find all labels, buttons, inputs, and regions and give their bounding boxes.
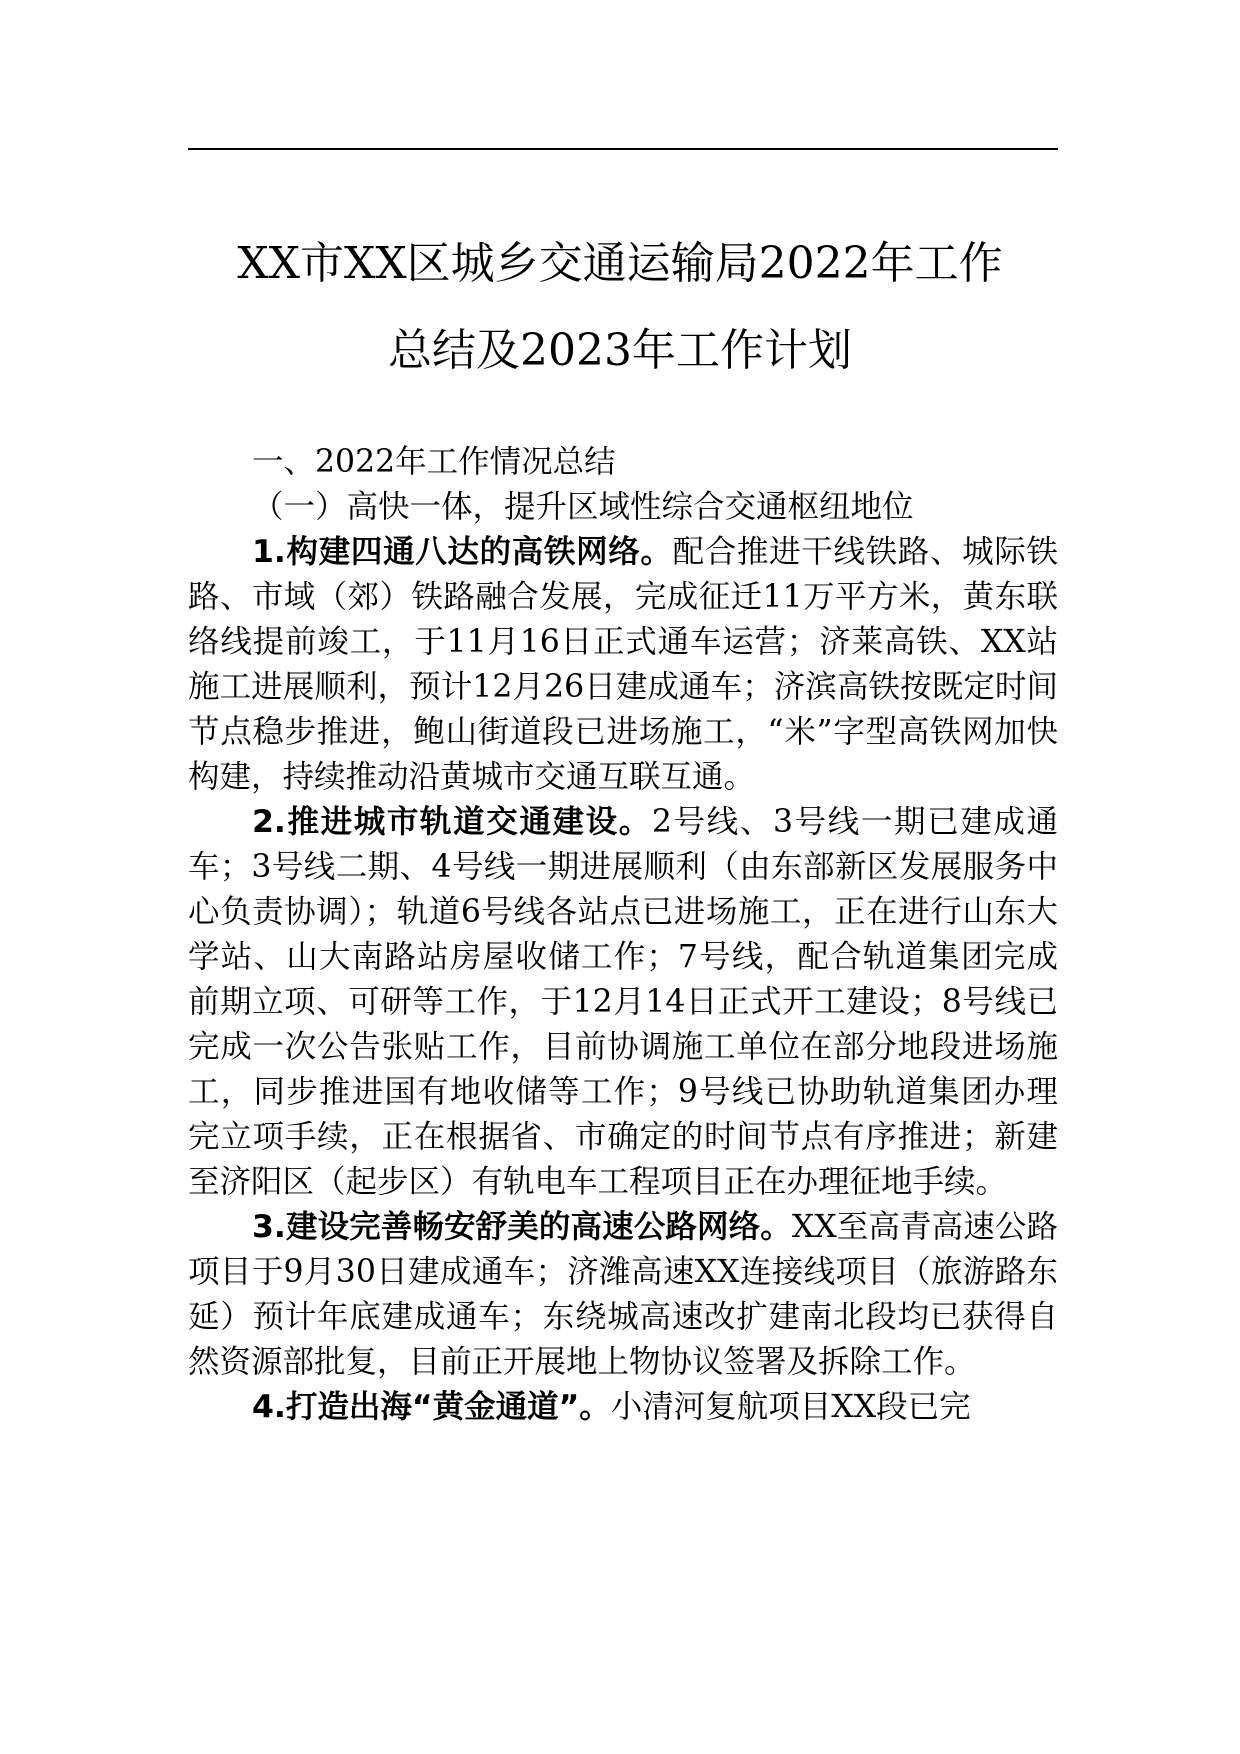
document-title-line-1: XX市XX区城乡交通运输局2022年工作 xyxy=(237,238,1003,289)
paragraph-1-body: 配合推进干线铁路、城际铁路、市域（郊）铁路融合发展，完成征迁11万平方米，黄东联络线提前竣工，于11月16日正式通车运营；济莱高铁、XX站施工进展顺利，预计12月26日建成通车；济滨高铁按既定时间节点稳步推进，鲍山街道段已进场施工，“米”字型高铁网加快构建，持续推动沿黄城市交通互联互通。 xyxy=(188,534,1058,795)
subsection-heading: （一）高快一体，提升区域性综合交通枢纽地位 xyxy=(252,489,914,525)
paragraph-1 xyxy=(188,530,1058,800)
top-rule xyxy=(188,148,1058,150)
paragraph-4-lead: 4.打造出海“黄金通道”。 xyxy=(252,1389,611,1425)
document-body xyxy=(188,440,1058,1430)
paragraph-1-lead: 1.构建四通八达的高铁网络。 xyxy=(252,534,673,570)
paragraph-3-lead: 3.建设完善畅安舒美的高速公路网络。 xyxy=(252,1209,792,1245)
paragraph-4-body: 小清河复航项目XX段已完 xyxy=(610,1389,971,1425)
paragraph-2-lead: 2.推进城市轨道交通建设。 xyxy=(252,804,652,840)
document-title-line-2: 总结及2023年工作计划 xyxy=(388,325,852,376)
paragraph-2 xyxy=(188,800,1058,1205)
paragraph-2-body: 2号线、3号线一期已建成通车；3号线二期、4号线一期进展顺利（由东部新区发展服务中心负责协调）；轨道6号线各站点已进场施工，正在进行山东大学站、山大南路站房屋收储工作；7号线，配合轨道集团完成前期立项、可研等工作，于12月14日正式开工建设；8号线已完成一次公告张贴工作，目前协调施工单位在部分地段进场施工，同步推进国有地收储等工作；9号线已协助轨道集团办理完立项手续，正在根据省、市确定的时间节点有序推进；新建至济阳区（起步区）有轨电车工程项目正在办理征地手续。 xyxy=(188,804,1058,1200)
section-heading: 一、2022年工作情况总结 xyxy=(252,444,616,480)
paragraph-3 xyxy=(188,1205,1058,1385)
paragraph-4 xyxy=(188,1385,1058,1430)
paragraph-3-body: XX至高青高速公路项目于9月30日建成通车；济潍高速XX连接线项目（旅游路东延）预计年底建成通车；东绕城高速改扩建南北段均已获得自然资源部批复，目前正开展地上物协议签署及拆除工作。 xyxy=(188,1209,1058,1380)
